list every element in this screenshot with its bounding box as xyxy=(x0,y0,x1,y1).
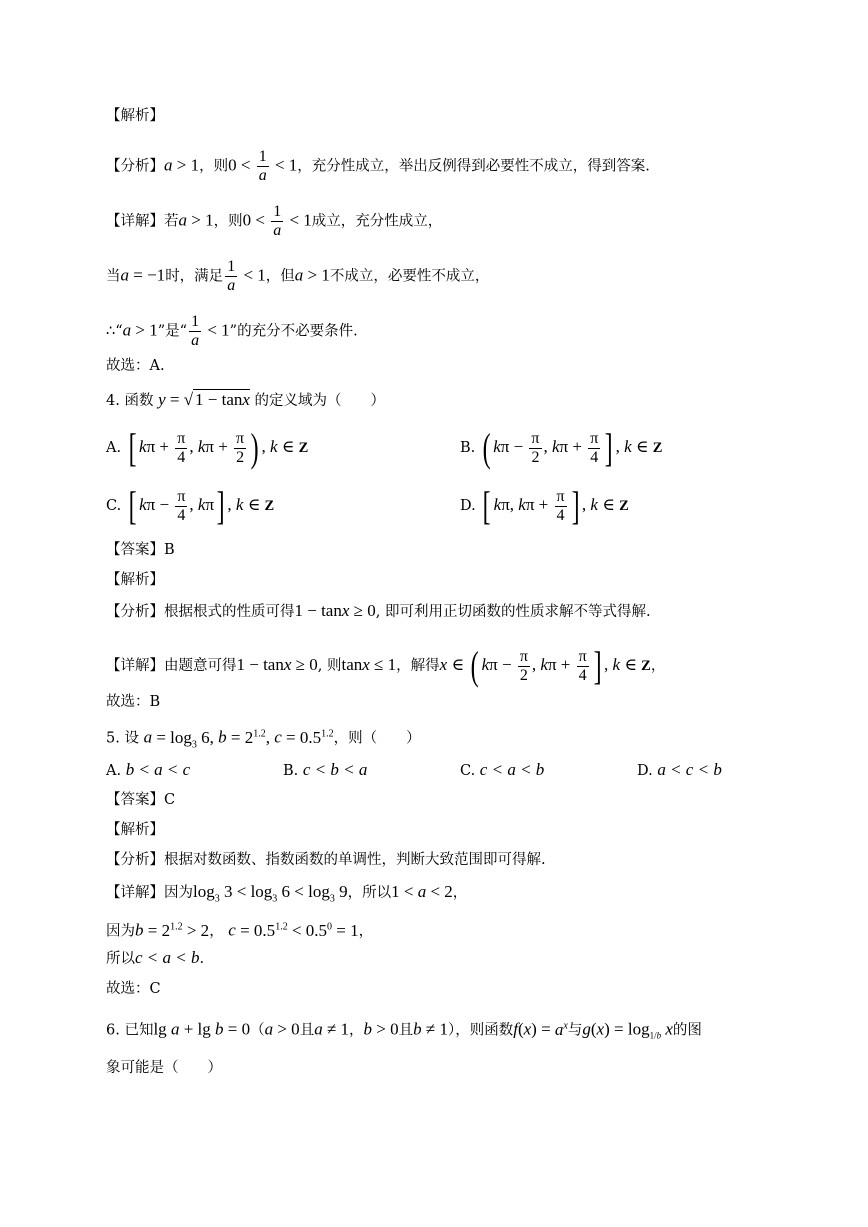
analysis-4: 【分析】根据根式的性质可得1 − tanx ≥ 0, 即可利用正切函数的性质求解不等式得解. xyxy=(106,601,651,620)
detail-5: 【详解】因为$\log_3 3 < \log_3 6 < \log_3 9$，所以1 < a < 2， xyxy=(106,882,468,905)
answer-line-5: 故选：C xyxy=(106,981,161,997)
section-jiexi: 【解析】 xyxy=(106,108,164,124)
detail-5-2: 因为$b = 2^{1.2} > 2$， $c = 0.5^{1.2} < 0.5^0 = 1$， xyxy=(106,920,374,940)
question-6-line-2: 象可能是（ ） xyxy=(106,1060,222,1076)
option-5d: D. a < c < b xyxy=(637,760,722,779)
detail-5-3: 所以c < a < b. xyxy=(106,948,205,967)
analysis-5: 【分析】根据对数函数、指数函数的单调性，判断大致范围即可得解. xyxy=(106,852,546,868)
detail-line-1: 【详解】若a > 1，则0 < $\frac{1}{a}$ < 1成立，充分性成立， xyxy=(106,203,443,239)
question-4: 4. 函数 y = √ 1 − tanx 的定义域为（ ） xyxy=(106,390,386,409)
detail-line-2: 当a = −1时，满足 $\frac{1}{a}$ < 1，但a > 1不成立，必要性不成立， xyxy=(106,258,490,294)
detail-4: 【详解】由题意可得1 − tanx ≥ 0, 则tanx ≤ 1，解得x ∈ ( kπ − $\frac{\pi}{2}$ , kπ + $\frac{\pi}{4}$ ] , k ∈ Z， xyxy=(106,643,666,688)
option-5b: B. c < b < a xyxy=(283,760,368,779)
option-4c: C. [ kπ − $\frac{\pi}{4}$ , kπ] , k ∈ Z xyxy=(106,483,275,528)
option-4b: B. ( kπ − $\frac{\pi}{2}$ , kπ + $\frac{\pi}{4}$ ] , k ∈ Z xyxy=(460,425,663,470)
question-5: 5. 设 $a = \log_3 6$, $b = 2^{1.2}$, $c = 0.5^{1.2}$，则（ ） xyxy=(106,727,421,751)
detail-line-3: ∴“a > 1”是“ $\frac{1}{a}$ < 1”的充分不必要条件. xyxy=(106,313,358,349)
answer-4: 【答案】B xyxy=(106,542,175,558)
section-jiexi-4: 【解析】 xyxy=(106,572,164,588)
analysis-line-1: 【分析】a > 1，则0 < $\frac{1}{a}$ < 1，充分性成立，举出反例得到必要性不成立，得到答案. xyxy=(106,148,650,184)
option-4d: D. [ kπ, kπ + $\frac{\pi}{4}$ ] , k ∈ Z xyxy=(460,483,629,528)
answer-line-1: 故选：A. xyxy=(106,358,165,374)
option-5a: A. b < a < c xyxy=(106,760,191,779)
section-jiexi-5: 【解析】 xyxy=(106,822,164,838)
answer-line-4: 故选：B xyxy=(106,694,161,710)
question-6: 6. 已知lg a + lg b = 0（a > 0且a ≠ 1，b > 0且b ≠ 1），则函数$f(x) = a^x$与$g(x) = \log_{1/b} x$的图 xyxy=(106,1019,702,1041)
option-5c: C. c < a < b xyxy=(460,760,545,779)
option-4a: A. [ kπ + $\frac{\pi}{4}$ , kπ + $\frac{\pi}{2}$ ) , k ∈ Z xyxy=(106,425,309,470)
answer-5: 【答案】C xyxy=(106,792,176,808)
